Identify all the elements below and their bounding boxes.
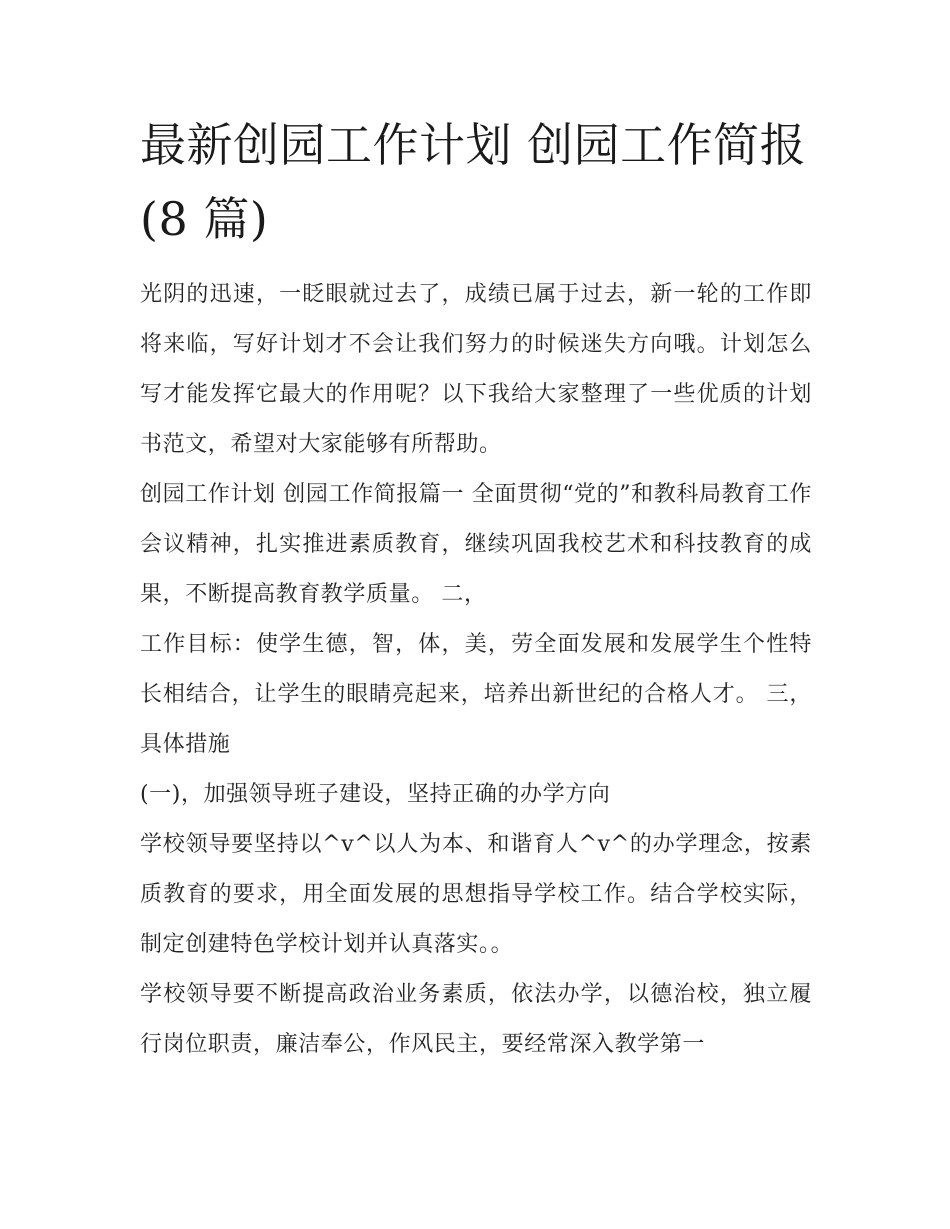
paragraph-work-goals: 工作目标：使学生德，智，体，美，劳全面发展和发展学生个性特长相结合，让学生的眼睛亮起来，培养出新世纪的合格人才。 三， 具体措施: [140, 632, 812, 757]
paragraph-intro: 光阴的迅速，一眨眼就过去了，成绩已属于过去，新一轮的工作即将来临，写好计划才不会让我们努力的时候迷失方向哦。计划怎么写才能发挥它最大的作用呢？以下我给大家整理了一些优质的计划书范文，希望对大家能够有所帮助。: [140, 282, 812, 457]
paragraph-leadership-quality: 学校领导要不断提高政治业务素质，依法办学，以德治校，独立履行岗位职责，廉洁奉公，作风民主，要经常深入教学第一: [140, 982, 812, 1057]
document-title: 最新创园工作计划 创园工作简报(8 篇): [140, 118, 807, 246]
paragraph-section-heading: (一)，加强领导班子建设，坚持正确的办学方向: [140, 782, 611, 807]
document-body: [140, 108, 812, 1070]
paragraph-plan-one: 创园工作计划 创园工作简报篇一 全面贯彻“党的”和教科局教育工作会议精神，扎实推进素质教育，继续巩固我校艺术和科技教育的成果，不断提高教育教学质量。 二，: [140, 482, 812, 607]
paragraph-leadership: 学校领导要坚持以^v^以人为本、和谐育人^v^的办学理念，按素质教育的要求，用全面发展的思想指导学校工作。结合学校实际，制定创建特色学校计划并认真落实。。: [140, 832, 812, 957]
